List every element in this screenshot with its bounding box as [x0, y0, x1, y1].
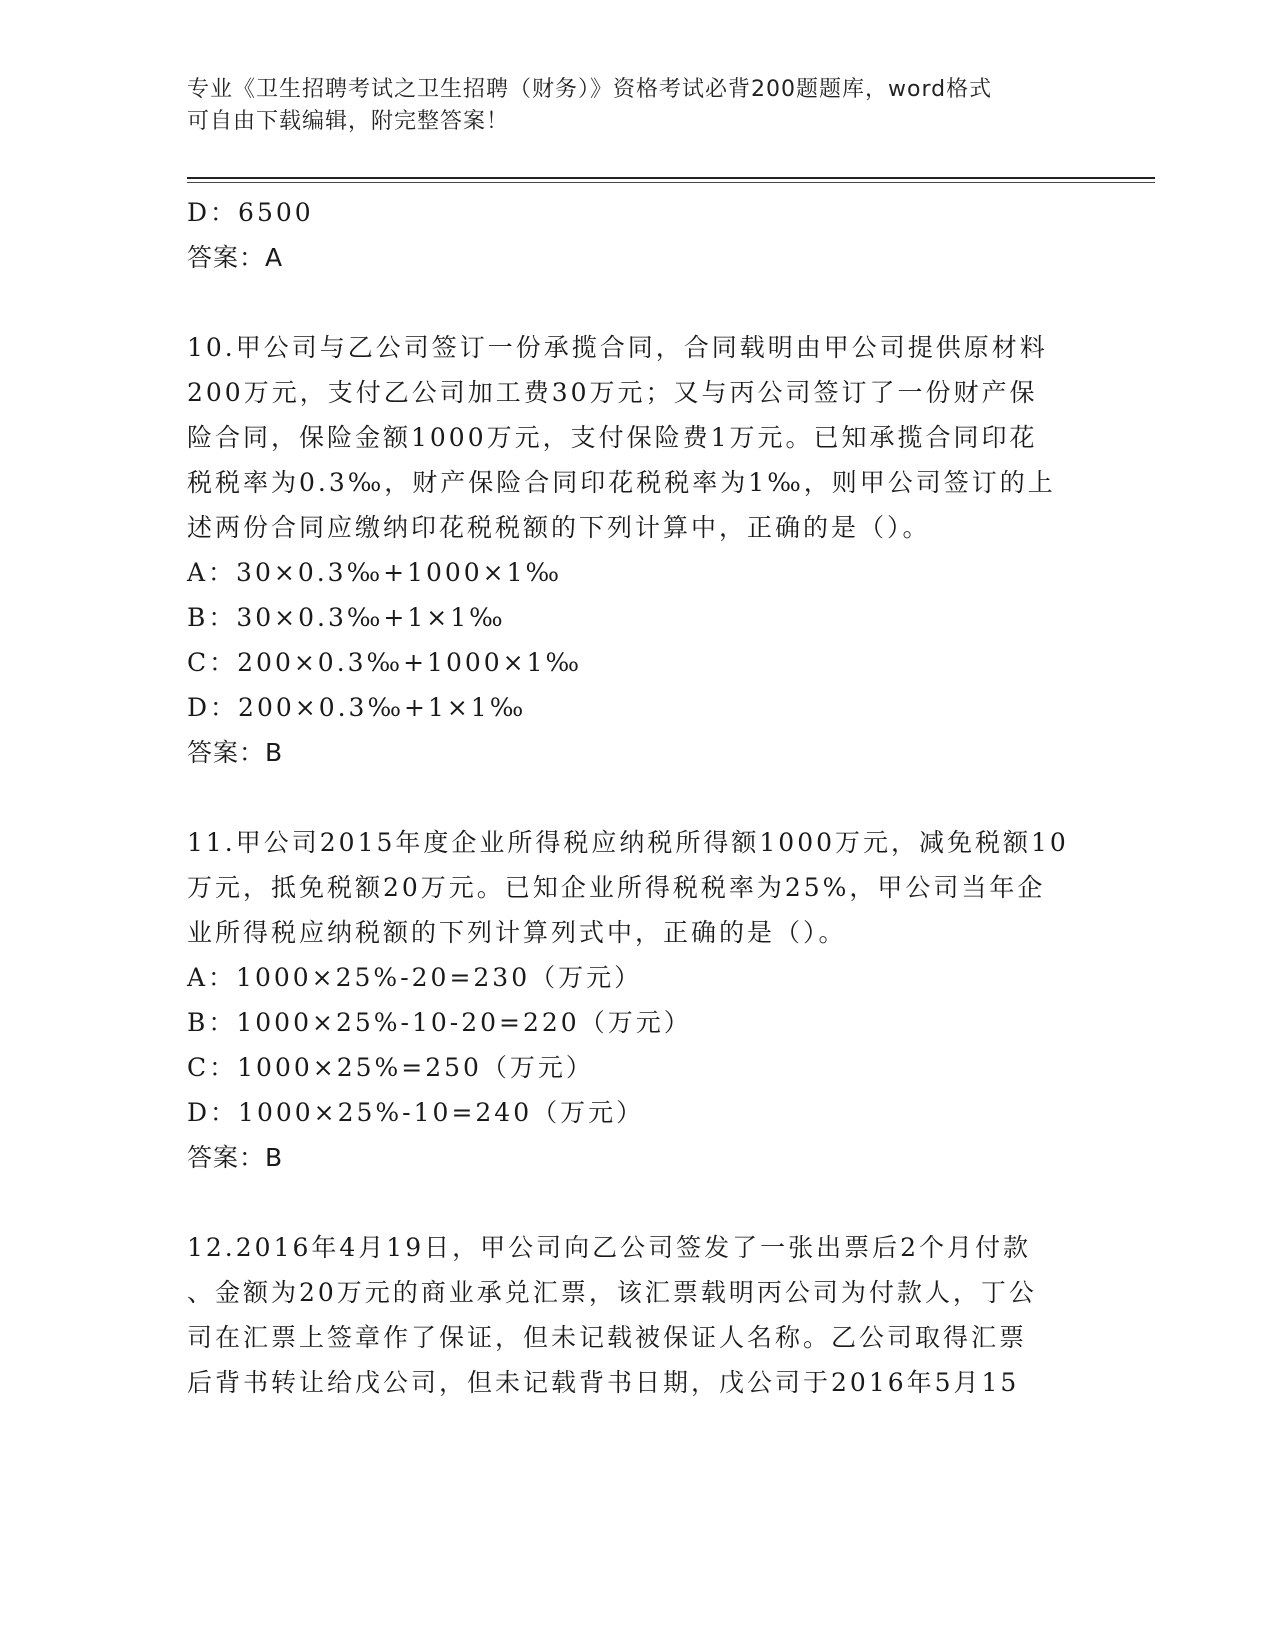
q10-stem-line: 200万元，支付乙公司加工费30万元；又与丙公司签订了一份财产保 — [187, 378, 1038, 407]
spacer — [187, 280, 1087, 325]
spacer — [187, 1180, 1087, 1225]
q12-stem-line: 、金额为20万元的商业承兑汇票，该汇票载明丙公司为付款人，丁公 — [187, 1278, 1037, 1307]
question-11 — [187, 820, 1087, 1180]
q9-answer: 答案：A — [187, 243, 284, 272]
q11-option-a: A：1000×25%-20=230（万元） — [187, 963, 643, 992]
q10-answer: 答案：B — [187, 738, 284, 767]
question-12 — [187, 1225, 1087, 1405]
q11-stem-line: 11.甲公司2015年度企业所得税应纳税所得额1000万元，减免税额10 — [187, 828, 1069, 857]
q10-option-a: A：30×0.3‰+1000×1‰ — [187, 558, 563, 587]
q11-option-d: D：1000×25%-10=240（万元） — [187, 1098, 645, 1127]
q11-answer: 答案：B — [187, 1143, 284, 1172]
q12-stem-line: 司在汇票上签章作了保证，但未记载被保证人名称。乙公司取得汇票 — [187, 1323, 1028, 1352]
q11-option-b: B：1000×25%-10-20=220（万元） — [187, 1008, 692, 1037]
q11-stem-line: 万元，抵免税额20万元。已知企业所得税税率为25%，甲公司当年企 — [187, 873, 1046, 902]
q10-stem-line: 税税率为0.3‰，财产保险合同印花税税率为1‰，则甲公司签订的上 — [187, 468, 1056, 497]
q11-option-c: C：1000×25%=250（万元） — [187, 1053, 594, 1082]
header-title-line-1: 专业《卫生招聘考试之卫生招聘（财务）》资格考试必背200题题库，word格式 — [187, 77, 993, 102]
spacer — [187, 775, 1087, 820]
question-content — [187, 190, 1087, 1405]
question-10 — [187, 325, 1087, 775]
document-header — [187, 74, 1087, 138]
header-title-line-2: 可自由下载编辑，附完整答案！ — [187, 109, 510, 134]
q10-stem-line: 险合同，保险金额1000万元，支付保险费1万元。已知承揽合同印花 — [187, 423, 1038, 452]
q12-stem-line: 12.2016年4月19日，甲公司向乙公司签发了一张出票后2个月付款 — [187, 1233, 1032, 1262]
q10-option-b: B：30×0.3‰+1×1‰ — [187, 603, 506, 632]
q9-option-d: D：6500 — [187, 198, 314, 227]
q10-stem-line: 述两份合同应缴纳印花税税额的下列计算中，正确的是（）。 — [187, 513, 931, 542]
q11-stem-line: 业所得税应纳税额的下列计算列式中，正确的是（）。 — [187, 918, 847, 947]
header-divider-thin — [187, 182, 1155, 183]
q10-stem-line: 10.甲公司与乙公司签订一份承揽合同，合同载明由甲公司提供原材料 — [187, 333, 1048, 362]
q10-option-d: D：200×0.3‰+1×1‰ — [187, 693, 527, 722]
header-divider-thick — [187, 177, 1155, 179]
q10-option-c: C：200×0.3‰+1000×1‰ — [187, 648, 583, 677]
q12-stem-line: 后背书转让给戊公司，但未记载背书日期，戊公司于2016年5月15 — [187, 1368, 1020, 1397]
